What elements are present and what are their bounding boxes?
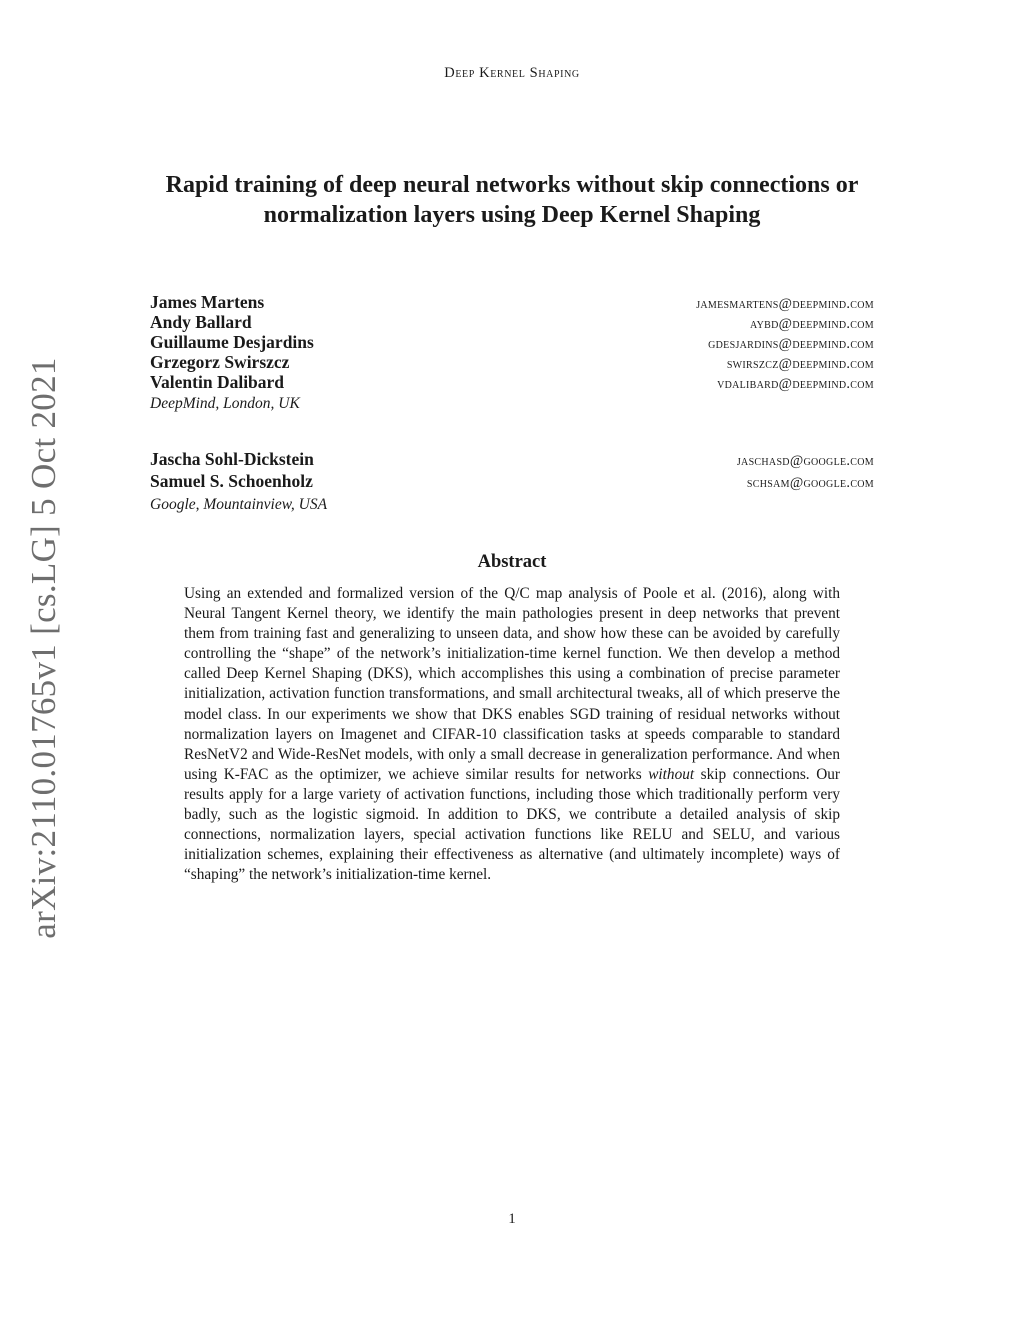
author-row: [150, 449, 874, 471]
paper-title: Rapid training of deep neural networks without skip connections or normalization layers using Deep Kernel Shaping: [165, 172, 859, 228]
author-name: Samuel S. Schoenholz: [150, 471, 313, 491]
author-name: James Martens: [150, 292, 265, 312]
author-row: [150, 332, 874, 352]
author-name: Grzegorz Swirszcz: [150, 352, 290, 372]
author-group-deepmind: [150, 292, 874, 413]
abstract-emphasis: without: [648, 765, 695, 783]
author-name: Andy Ballard: [150, 312, 252, 332]
author-email: jamesmartens@deepmind.com: [696, 296, 874, 312]
author-row: [150, 312, 874, 332]
author-email: vdalibard@deepmind.com: [717, 376, 874, 392]
author-email: aybd@deepmind.com: [750, 316, 874, 332]
author-name: Jascha Sohl-Dickstein: [150, 449, 314, 469]
author-row: [150, 352, 874, 372]
author-email: schsam@google.com: [746, 475, 874, 491]
abstract-body: [184, 584, 840, 885]
abstract-text: Using an extended and formalized version of the Q/C map analysis of Poole et al. (2016), along with Neural Tangent Kernel theory, we identify the main pathologies present in deep networks that prevent them from training fast and generalizing to unseen data, and show how these can be avoided by carefully controlling the “shape” of the network’s initialization-time kernel function. We then develop a method called Deep Kernel Shaping (DKS), which accomplishes this using a combination of precise parameter initialization, activation function transformations, and small architectural tweaks, all of which preserve the model class. In our experiments we show that DKS enables SGD training of residual networks without normalization layers on Imagenet and CIFAR-10 classification tasks at speeds comparable to standard ResNetV2 and Wide-ResNet models, with only a small decrease in generalization performance. And when using K-FAC as the optimizer, we achieve similar results for networks: [184, 585, 840, 783]
abstract-heading: Abstract: [477, 552, 547, 572]
author-row: [150, 471, 874, 493]
author-row: [150, 372, 874, 392]
author-name: Guillaume Desjardins: [150, 332, 314, 352]
author-row: [150, 292, 874, 312]
author-email: jaschasd@google.com: [736, 453, 874, 469]
author-email: gdesjardins@deepmind.com: [708, 336, 874, 352]
author-email: swirszcz@deepmind.com: [726, 356, 874, 372]
page-number: 1: [508, 1211, 516, 1227]
affiliation: DeepMind, London, UK: [150, 395, 300, 412]
arxiv-identifier-stamp: arXiv:2110.01765v1 [cs.LG] 5 Oct 2021: [24, 357, 63, 939]
abstract-text: skip connections. Our results apply for a large variety of activation functions, including those which traditionally perform very badly, such as the logistic sigmoid. In addition to DKS, we contribute a detailed analysis of skip connections, normalization layers, special activation functions like RELU and SELU, and various initialization schemes, explaining their effectiveness as alternative (and ultimately incomplete) ways of “shaping” the network’s initialization-time kernel.: [184, 765, 840, 884]
author-group-google: [150, 449, 874, 514]
running-header: Deep Kernel Shaping: [444, 65, 580, 81]
author-name: Valentin Dalibard: [150, 372, 285, 392]
affiliation: Google, Mountainview, USA: [150, 496, 328, 513]
